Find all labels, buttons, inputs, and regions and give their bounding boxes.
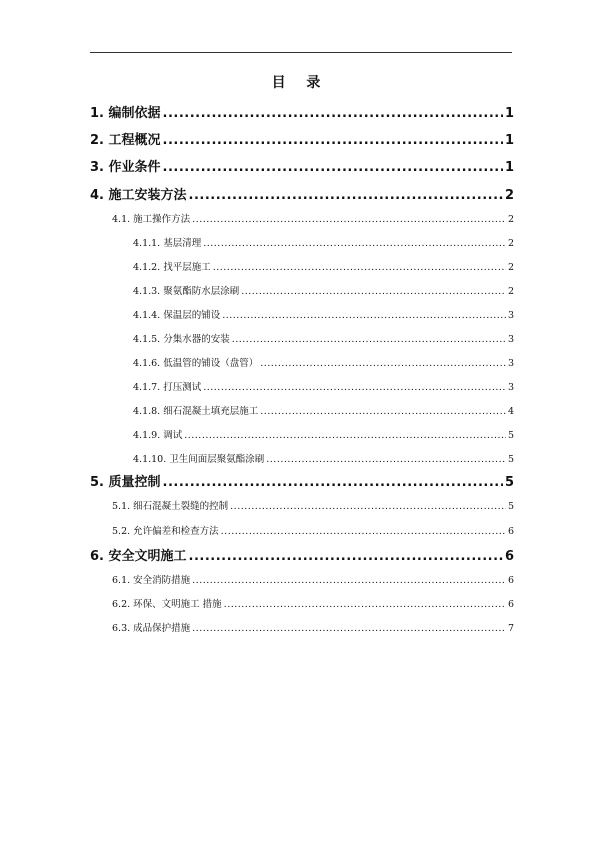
toc-entry-page: 1 <box>504 160 514 175</box>
dot-leader <box>203 238 506 249</box>
toc-entry-5-1[interactable] <box>112 498 514 512</box>
dot-leader <box>213 262 506 273</box>
toc-entry-page: 3 <box>507 334 514 345</box>
toc-entry-2[interactable] <box>90 129 514 148</box>
toc-entry-label: 5.2. 允许偏差和检查方法 <box>112 526 219 537</box>
toc-entry-page: 6 <box>504 549 514 564</box>
toc-entry-page: 5 <box>507 430 514 441</box>
toc-entry-6-1[interactable] <box>112 572 514 586</box>
toc-entry-label: 4.1.8. 细石混凝土填充层施工 <box>133 406 259 417</box>
dot-leader <box>260 406 506 417</box>
dot-leader <box>163 475 503 490</box>
toc-entry-label: 6.2. 环保、文明施工 措施 <box>112 599 222 610</box>
toc-entry-label: 6.1. 安全消防措施 <box>112 575 191 586</box>
toc-entry-label: 6. 安全文明施工 <box>90 549 187 564</box>
toc-entry-label: 4.1.6. 低温管的铺设（盘管） <box>133 358 259 369</box>
toc-entry-5[interactable] <box>90 471 514 490</box>
toc-entry-4-1-6[interactable] <box>133 355 514 369</box>
toc-entry-4[interactable] <box>90 184 514 203</box>
toc-entry-4-1-5[interactable] <box>133 331 514 345</box>
toc-entry-4-1-9[interactable] <box>133 427 514 441</box>
toc-title: 目 录 <box>271 75 329 91</box>
toc-entry-label: 4.1.2. 找平层施工 <box>133 262 211 273</box>
toc-entry-6-2[interactable] <box>112 596 514 610</box>
toc-entry-6-3[interactable] <box>112 620 514 634</box>
toc-entry-3[interactable] <box>90 156 514 175</box>
toc-entry-4-1-7[interactable] <box>133 379 514 393</box>
toc-entry-page: 7 <box>507 623 514 634</box>
toc-entry-4-1-4[interactable] <box>133 307 514 321</box>
toc-entry-label: 4.1.3. 聚氨酯防水层涂刷 <box>133 286 240 297</box>
toc-entry-page: 6 <box>507 575 514 586</box>
toc-entry-label: 4. 施工安装方法 <box>90 188 187 203</box>
dot-leader <box>241 286 506 297</box>
dot-leader <box>266 454 506 465</box>
toc-entry-4-1[interactable] <box>112 211 514 225</box>
toc-entry-page: 1 <box>504 133 514 148</box>
toc-entry-page: 5 <box>507 501 514 512</box>
toc-entry-label: 4.1. 施工操作方法 <box>112 214 191 225</box>
toc-entry-label: 4.1.7. 打压测试 <box>133 382 202 393</box>
toc-entry-page: 6 <box>507 599 514 610</box>
dot-leader <box>260 358 506 369</box>
dot-leader <box>163 106 503 121</box>
dot-leader <box>163 160 503 175</box>
dot-leader <box>189 549 503 564</box>
toc-entry-label: 3. 作业条件 <box>90 160 161 175</box>
toc-entry-4-1-2[interactable] <box>133 259 514 273</box>
toc-entry-page: 3 <box>507 310 514 321</box>
toc-entry-label: 4.1.4. 保温层的铺设 <box>133 310 221 321</box>
toc-entry-page: 2 <box>507 286 514 297</box>
dot-leader <box>192 214 506 225</box>
toc-entry-label: 4.1.1. 基层清理 <box>133 238 202 249</box>
toc-entry-label: 4.1.10. 卫生间面层聚氨酯涂刷 <box>133 454 265 465</box>
toc-entry-page: 1 <box>504 106 514 121</box>
toc-entry-label: 5.1. 细石混凝土裂缝的控制 <box>112 501 229 512</box>
toc-entry-6[interactable] <box>90 545 514 564</box>
toc-entry-4-1-3[interactable] <box>133 283 514 297</box>
dot-leader <box>184 430 506 441</box>
toc-entry-page: 2 <box>507 262 514 273</box>
toc-entry-page: 3 <box>507 358 514 369</box>
toc-entry-page: 5 <box>507 454 514 465</box>
dot-leader <box>232 334 506 345</box>
toc-entry-page: 5 <box>504 475 514 490</box>
toc-entry-page: 6 <box>507 526 514 537</box>
toc-entry-label: 6.3. 成品保护措施 <box>112 623 191 634</box>
dot-leader <box>189 188 503 203</box>
toc-entry-label: 1. 编制依据 <box>90 106 161 121</box>
toc-entry-label: 2. 工程概况 <box>90 133 161 148</box>
toc-entry-5-2[interactable] <box>112 523 514 537</box>
dot-leader <box>230 501 506 512</box>
toc-entry-page: 2 <box>507 214 514 225</box>
dot-leader <box>203 382 506 393</box>
dot-leader <box>192 623 506 634</box>
toc-entry-label: 4.1.9. 调试 <box>133 430 183 441</box>
toc-entry-label: 5. 质量控制 <box>90 475 161 490</box>
toc-entry-4-1-10[interactable] <box>133 451 514 465</box>
dot-leader <box>224 599 506 610</box>
dot-leader <box>163 133 503 148</box>
toc-entry-4-1-1[interactable] <box>133 235 514 249</box>
dot-leader <box>221 526 506 537</box>
dot-leader <box>192 575 506 586</box>
header-rule <box>90 52 512 53</box>
toc-entry-4-1-8[interactable] <box>133 403 514 417</box>
toc-entry-page: 4 <box>507 406 514 417</box>
toc-entry-label: 4.1.5. 分集水器的安装 <box>133 334 230 345</box>
dot-leader <box>222 310 506 321</box>
toc-entry-1[interactable] <box>90 102 514 121</box>
toc-entry-page: 2 <box>504 188 514 203</box>
toc-entry-page: 3 <box>507 382 514 393</box>
toc-entry-page: 2 <box>507 238 514 249</box>
